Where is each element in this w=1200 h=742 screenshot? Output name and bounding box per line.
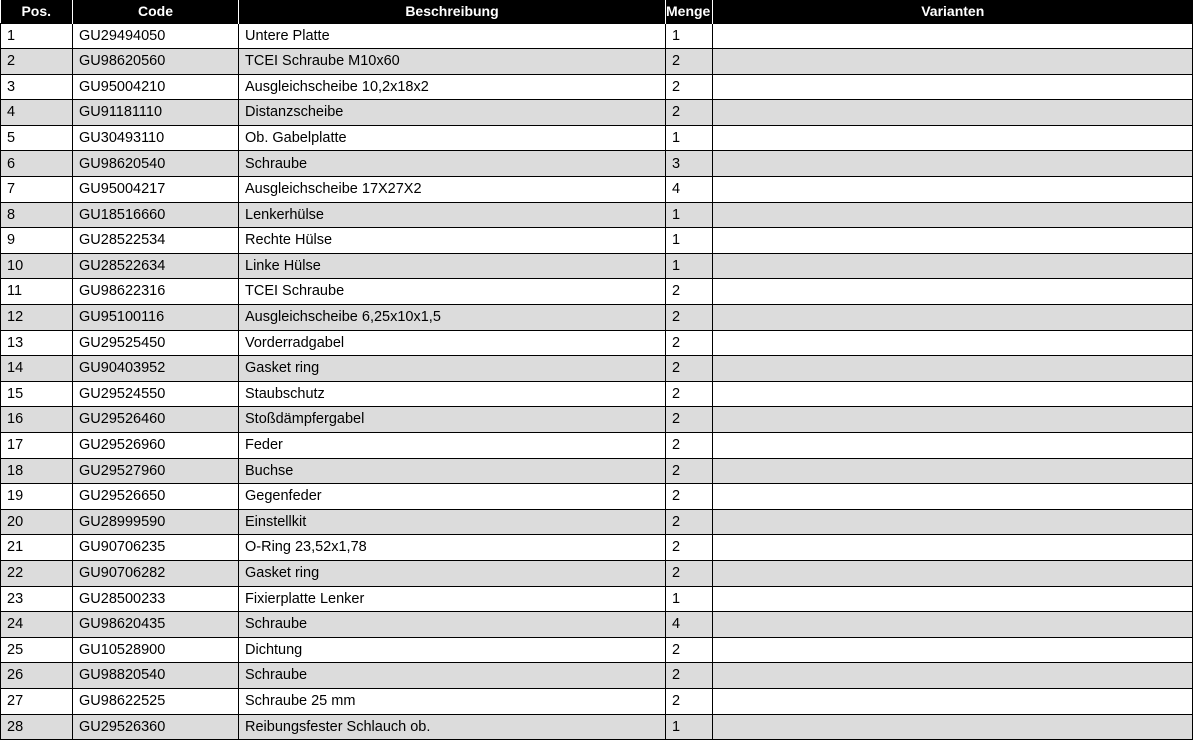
cell-pos: 26	[1, 663, 73, 689]
cell-pos: 1	[1, 23, 73, 49]
table-row	[1, 612, 1193, 638]
table-row	[1, 458, 1193, 484]
table-row	[1, 356, 1193, 382]
column-header-quantity: Menge	[666, 0, 713, 23]
cell-variants	[713, 433, 1193, 459]
cell-pos: 10	[1, 253, 73, 279]
table-row	[1, 279, 1193, 305]
cell-variants	[713, 612, 1193, 638]
cell-variants	[713, 305, 1193, 331]
cell-variants	[713, 253, 1193, 279]
column-header-code: Code	[73, 0, 239, 23]
cell-pos: 5	[1, 125, 73, 151]
cell-code: GU90403952	[73, 356, 239, 382]
cell-quantity: 2	[666, 279, 713, 305]
cell-description: Einstellkit	[239, 509, 666, 535]
cell-description: Vorderradgabel	[239, 330, 666, 356]
cell-variants	[713, 458, 1193, 484]
cell-description: Schraube	[239, 151, 666, 177]
cell-code: GU98620560	[73, 49, 239, 75]
cell-quantity: 2	[666, 560, 713, 586]
cell-pos: 22	[1, 560, 73, 586]
table-row	[1, 509, 1193, 535]
cell-variants	[713, 74, 1193, 100]
column-header-description: Beschreibung	[239, 0, 666, 23]
table-row	[1, 151, 1193, 177]
cell-description: TCEI Schraube M10x60	[239, 49, 666, 75]
cell-description: Schraube	[239, 663, 666, 689]
cell-description: TCEI Schraube	[239, 279, 666, 305]
cell-code: GU29527960	[73, 458, 239, 484]
cell-pos: 25	[1, 637, 73, 663]
header-row	[1, 0, 1193, 23]
cell-pos: 17	[1, 433, 73, 459]
cell-description: Reibungsfester Schlauch ob.	[239, 714, 666, 740]
cell-variants	[713, 484, 1193, 510]
cell-quantity: 2	[666, 381, 713, 407]
cell-quantity: 1	[666, 586, 713, 612]
cell-pos: 21	[1, 535, 73, 561]
cell-quantity: 4	[666, 177, 713, 203]
column-header-pos: Pos.	[1, 0, 73, 23]
table-row	[1, 433, 1193, 459]
cell-code: GU29526360	[73, 714, 239, 740]
cell-variants	[713, 177, 1193, 203]
cell-code: GU29494050	[73, 23, 239, 49]
table-row	[1, 586, 1193, 612]
cell-pos: 16	[1, 407, 73, 433]
cell-quantity: 2	[666, 433, 713, 459]
cell-code: GU95004217	[73, 177, 239, 203]
cell-pos: 20	[1, 509, 73, 535]
cell-pos: 13	[1, 330, 73, 356]
cell-pos: 11	[1, 279, 73, 305]
cell-pos: 3	[1, 74, 73, 100]
cell-code: GU29526460	[73, 407, 239, 433]
table-row	[1, 560, 1193, 586]
table-row	[1, 177, 1193, 203]
cell-code: GU28522534	[73, 228, 239, 254]
cell-variants	[713, 356, 1193, 382]
cell-variants	[713, 202, 1193, 228]
cell-code: GU29524550	[73, 381, 239, 407]
cell-quantity: 3	[666, 151, 713, 177]
table-row	[1, 202, 1193, 228]
cell-description: Lenkerhülse	[239, 202, 666, 228]
cell-pos: 12	[1, 305, 73, 331]
table-row	[1, 381, 1193, 407]
cell-variants	[713, 381, 1193, 407]
cell-pos: 7	[1, 177, 73, 203]
cell-pos: 24	[1, 612, 73, 638]
cell-description: Fixierplatte Lenker	[239, 586, 666, 612]
cell-quantity: 4	[666, 612, 713, 638]
table-row	[1, 74, 1193, 100]
cell-pos: 9	[1, 228, 73, 254]
cell-description: Ausgleichscheibe 6,25x10x1,5	[239, 305, 666, 331]
cell-quantity: 2	[666, 663, 713, 689]
cell-quantity: 2	[666, 688, 713, 714]
cell-code: GU29525450	[73, 330, 239, 356]
cell-variants	[713, 23, 1193, 49]
cell-description: Dichtung	[239, 637, 666, 663]
cell-pos: 23	[1, 586, 73, 612]
cell-description: Untere Platte	[239, 23, 666, 49]
cell-description: Gasket ring	[239, 560, 666, 586]
cell-description: Gasket ring	[239, 356, 666, 382]
cell-code: GU90706282	[73, 560, 239, 586]
cell-description: Staubschutz	[239, 381, 666, 407]
cell-description: Schraube	[239, 612, 666, 638]
cell-variants	[713, 125, 1193, 151]
table-row	[1, 330, 1193, 356]
cell-variants	[713, 688, 1193, 714]
cell-description: Ausgleichscheibe 17X27X2	[239, 177, 666, 203]
cell-quantity: 2	[666, 74, 713, 100]
cell-code: GU95100116	[73, 305, 239, 331]
cell-variants	[713, 279, 1193, 305]
cell-quantity: 1	[666, 23, 713, 49]
cell-variants	[713, 560, 1193, 586]
cell-variants	[713, 100, 1193, 126]
cell-code: GU29526650	[73, 484, 239, 510]
cell-pos: 19	[1, 484, 73, 510]
cell-quantity: 2	[666, 407, 713, 433]
table-row	[1, 228, 1193, 254]
cell-variants	[713, 407, 1193, 433]
cell-variants	[713, 330, 1193, 356]
cell-pos: 28	[1, 714, 73, 740]
table-row	[1, 535, 1193, 561]
table-row	[1, 23, 1193, 49]
cell-variants	[713, 151, 1193, 177]
cell-quantity: 1	[666, 253, 713, 279]
cell-code: GU91181110	[73, 100, 239, 126]
table-row	[1, 484, 1193, 510]
cell-quantity: 2	[666, 458, 713, 484]
cell-code: GU98820540	[73, 663, 239, 689]
cell-quantity: 2	[666, 509, 713, 535]
cell-variants	[713, 49, 1193, 75]
table-body	[1, 23, 1193, 740]
cell-description: Feder	[239, 433, 666, 459]
cell-variants	[713, 714, 1193, 740]
cell-variants	[713, 228, 1193, 254]
cell-description: Gegenfeder	[239, 484, 666, 510]
table-row	[1, 688, 1193, 714]
cell-pos: 6	[1, 151, 73, 177]
cell-quantity: 2	[666, 484, 713, 510]
cell-code: GU98622316	[73, 279, 239, 305]
cell-quantity: 2	[666, 100, 713, 126]
cell-code: GU30493110	[73, 125, 239, 151]
cell-quantity: 2	[666, 535, 713, 561]
table-row	[1, 637, 1193, 663]
table-row	[1, 253, 1193, 279]
cell-variants	[713, 663, 1193, 689]
cell-description: Stoßdämpfergabel	[239, 407, 666, 433]
cell-code: GU10528900	[73, 637, 239, 663]
cell-description: Buchse	[239, 458, 666, 484]
table-row	[1, 714, 1193, 740]
table-row	[1, 663, 1193, 689]
cell-variants	[713, 586, 1193, 612]
cell-code: GU28500233	[73, 586, 239, 612]
table-row	[1, 49, 1193, 75]
table-row	[1, 407, 1193, 433]
table-row	[1, 305, 1193, 331]
cell-variants	[713, 509, 1193, 535]
cell-code: GU98622525	[73, 688, 239, 714]
cell-description: Ob. Gabelplatte	[239, 125, 666, 151]
column-header-variants: Varianten	[713, 0, 1193, 23]
cell-code: GU98620435	[73, 612, 239, 638]
cell-pos: 14	[1, 356, 73, 382]
cell-pos: 27	[1, 688, 73, 714]
cell-quantity: 1	[666, 714, 713, 740]
cell-description: Distanzscheibe	[239, 100, 666, 126]
cell-quantity: 2	[666, 356, 713, 382]
cell-code: GU28999590	[73, 509, 239, 535]
cell-code: GU29526960	[73, 433, 239, 459]
cell-quantity: 2	[666, 49, 713, 75]
table-row	[1, 125, 1193, 151]
cell-code: GU98620540	[73, 151, 239, 177]
cell-quantity: 1	[666, 228, 713, 254]
cell-description: O-Ring 23,52x1,78	[239, 535, 666, 561]
cell-quantity: 1	[666, 125, 713, 151]
cell-description: Schraube 25 mm	[239, 688, 666, 714]
cell-pos: 15	[1, 381, 73, 407]
cell-quantity: 1	[666, 202, 713, 228]
cell-pos: 2	[1, 49, 73, 75]
cell-pos: 18	[1, 458, 73, 484]
cell-code: GU95004210	[73, 74, 239, 100]
cell-pos: 8	[1, 202, 73, 228]
cell-code: GU18516660	[73, 202, 239, 228]
cell-quantity: 2	[666, 330, 713, 356]
cell-variants	[713, 535, 1193, 561]
cell-code: GU28522634	[73, 253, 239, 279]
cell-description: Ausgleichscheibe 10,2x18x2	[239, 74, 666, 100]
cell-quantity: 2	[666, 305, 713, 331]
cell-quantity: 2	[666, 637, 713, 663]
cell-code: GU90706235	[73, 535, 239, 561]
table-row	[1, 100, 1193, 126]
cell-pos: 4	[1, 100, 73, 126]
table-header	[1, 0, 1193, 23]
cell-variants	[713, 637, 1193, 663]
cell-description: Linke Hülse	[239, 253, 666, 279]
cell-description: Rechte Hülse	[239, 228, 666, 254]
